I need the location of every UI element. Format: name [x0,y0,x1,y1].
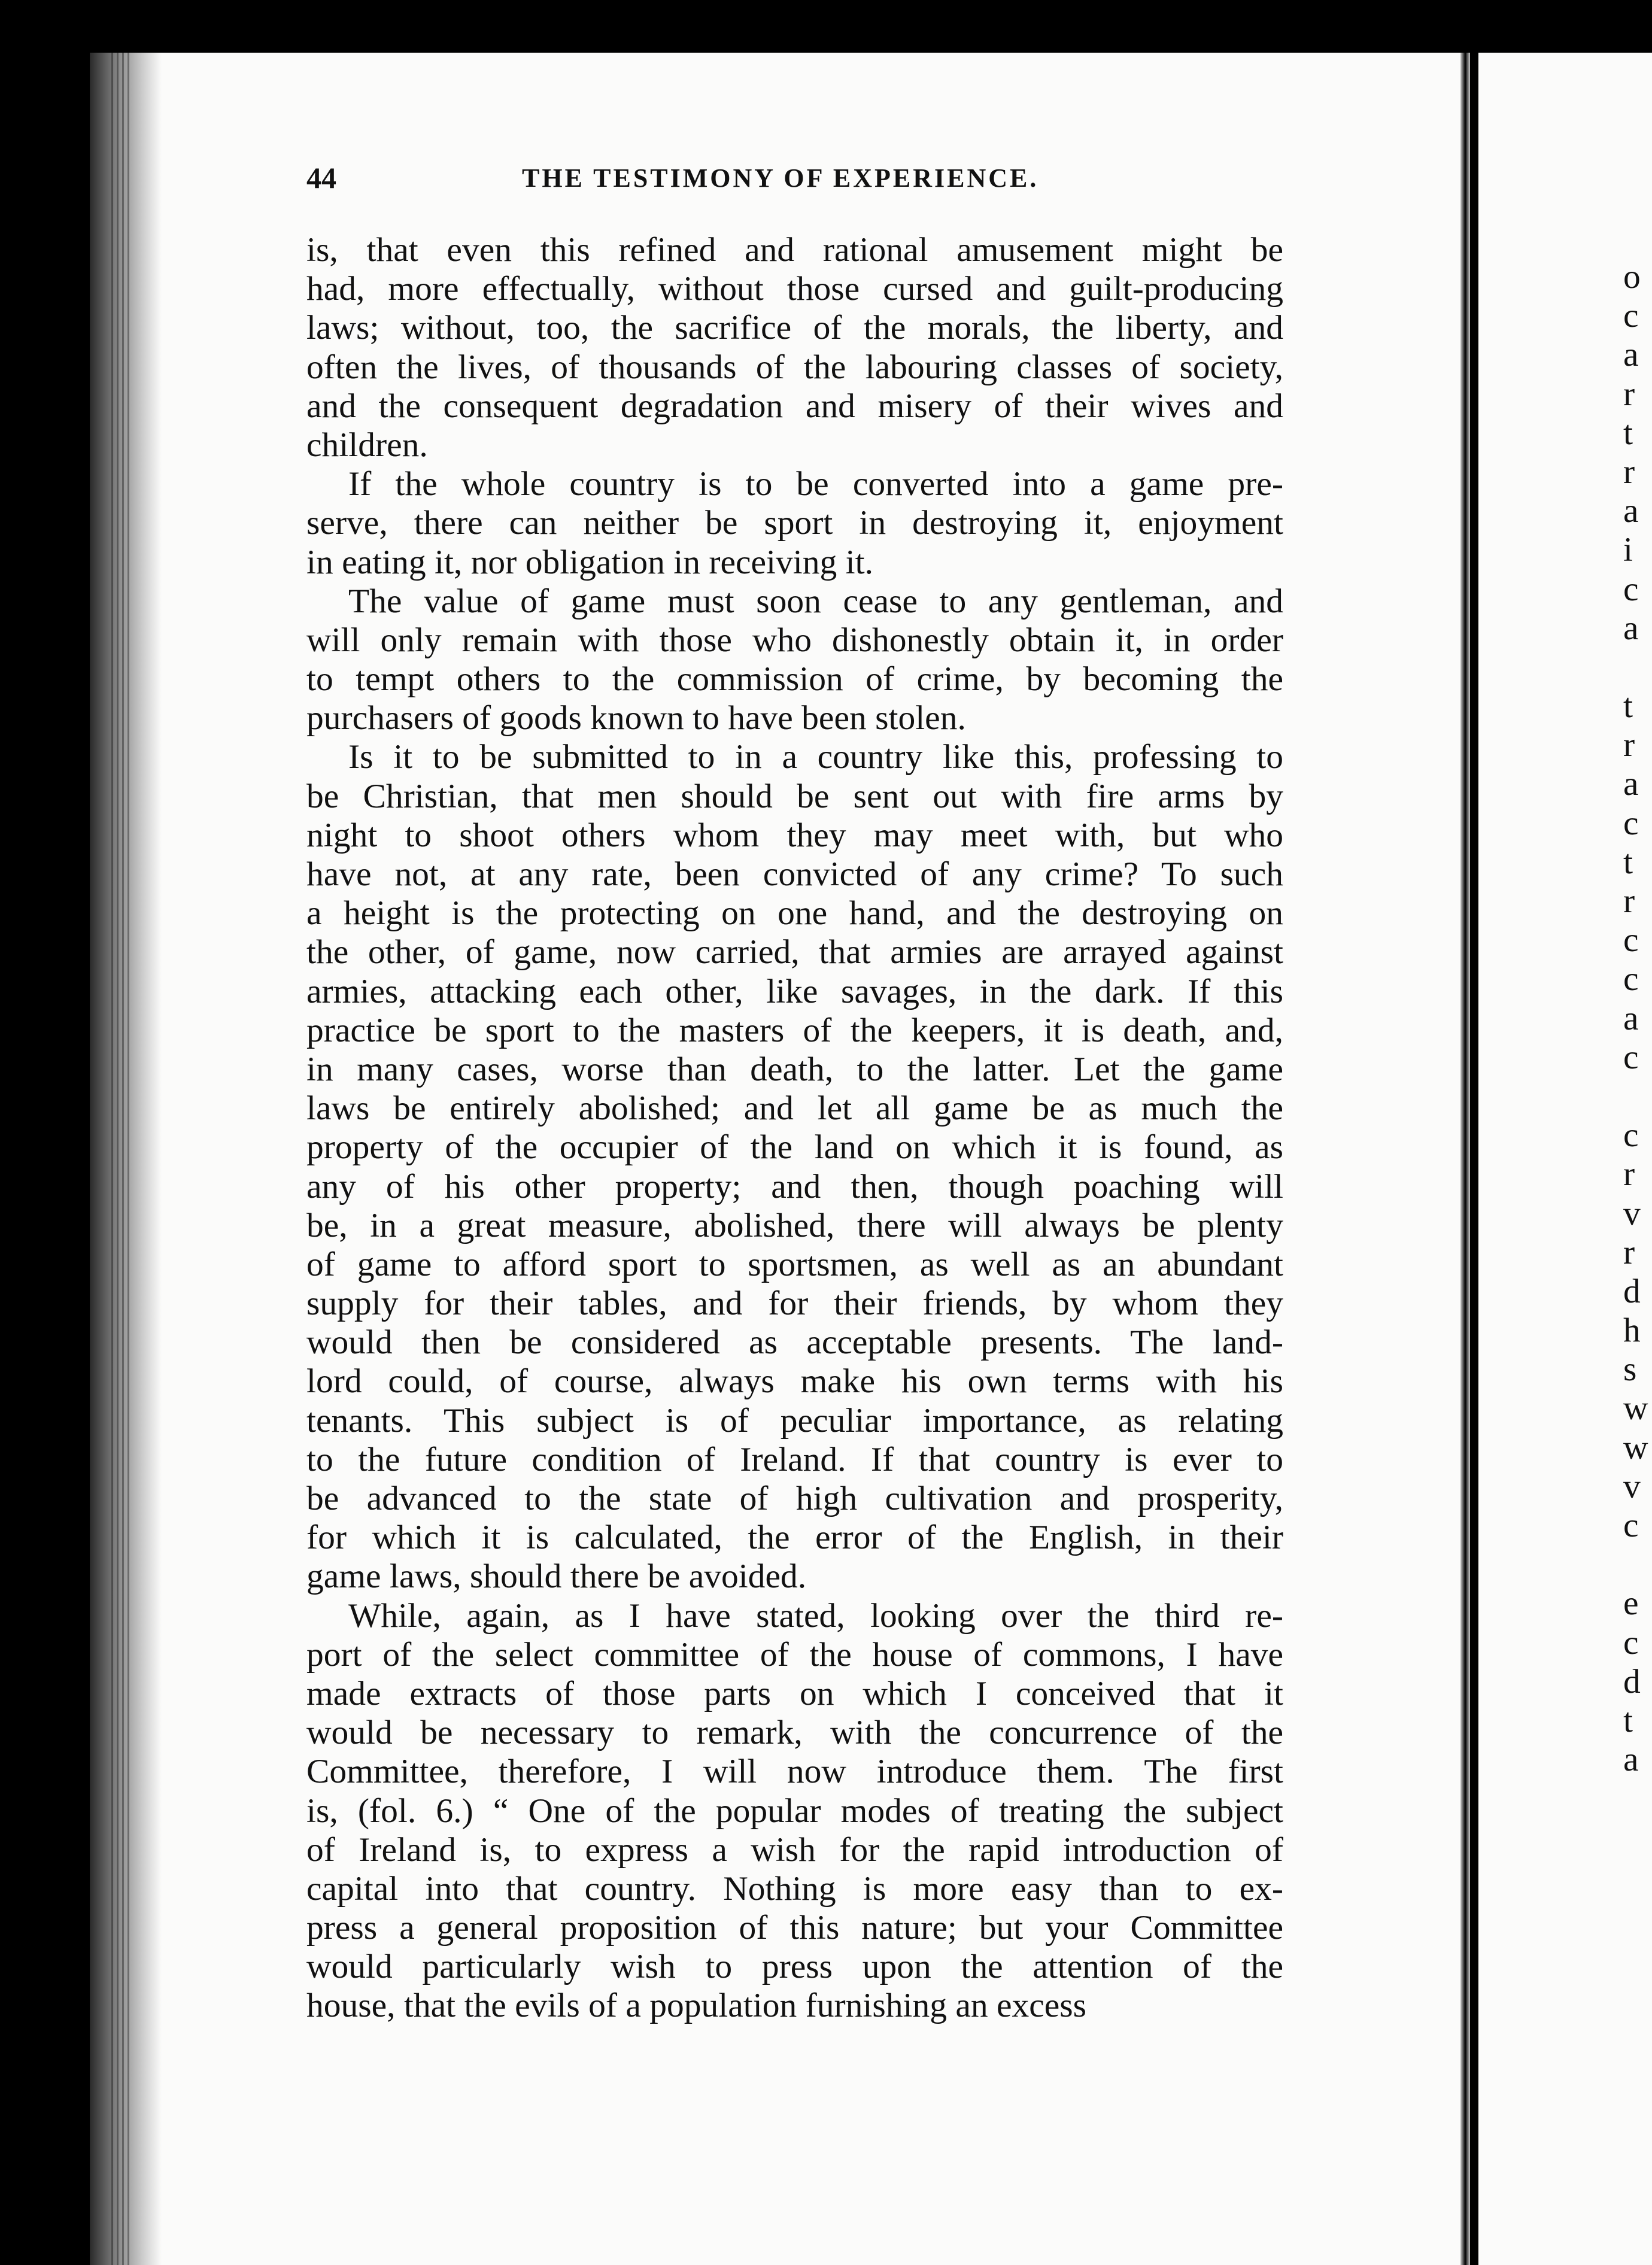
facing-page-letter [1623,648,1652,687]
facing-page-letter: o [1623,258,1641,296]
facing-page-letter: d [1623,1272,1641,1310]
text-line: of game to afford sport to sportsmen, as well as an abundant [306,1245,1283,1283]
facing-page-letter: c [1623,1038,1639,1076]
text-line: While, again, as I have stated, looking over the third re- [348,1596,1283,1635]
text-line: for which it is calculated, the error of the English, in their [306,1519,1283,1557]
running-header [306,160,1282,208]
facing-page-letter: e [1623,1584,1639,1623]
binding-gutter-texture [111,53,133,2265]
text-line: in eating it, nor obligation in receiving it. [306,543,873,581]
text-line: press a general proposition of this nature; but your Committee [306,1909,1283,1947]
text-line: tenants. This subject is of peculiar importance, as relating [306,1401,1283,1440]
text-line: night to shoot others whom they may meet with, but who [306,816,1283,854]
facing-page-letter: c [1623,804,1639,842]
text-line: serve, there can neither be sport in destroying it, enjoyment [306,504,1283,542]
facing-page-letter: v [1623,1194,1641,1232]
text-line: would particularly wish to press upon the attention of the [306,1948,1283,1986]
text-line: armies, attacking each other, like savages, in the dark. If this [306,972,1283,1010]
body-text [306,230,1283,2026]
text-line: have not, at any rate, been convicted of any crime? To such [306,855,1283,893]
text-line: to the future condition of Ireland. If that country is ever to [306,1440,1283,1478]
text-line: laws be entirely abolished; and let all game be as much the [306,1089,1283,1128]
text-line: be, in a great measure, abolished, there will always be plenty [306,1206,1283,1244]
facing-page-letter: t [1623,687,1633,725]
text-line: the other, of game, now carried, that armies are arrayed against [306,933,1283,971]
text-line: in many cases, worse than death, to the latter. Let the game [306,1050,1283,1088]
text-line: If the whole country is to be converted into a game pre- [348,465,1283,503]
facing-page-letter: i [1623,531,1633,569]
facing-page-letter: d [1623,1662,1641,1701]
facing-page-letter: a [1623,336,1639,374]
text-line: and the consequent degradation and misery of their wives and [306,387,1283,425]
text-line: port of the select committee of the house of commons, I have [306,1635,1283,1674]
facing-page-letter: a [1623,609,1639,647]
text-line: a height is the protecting on one hand, and the destroying on [306,894,1283,933]
facing-page-letter: t [1623,1701,1633,1739]
facing-page-letter [1623,1545,1652,1584]
text-line: be Christian, that men should be sent out with fire arms by [306,777,1283,815]
facing-page-letter: v [1623,1467,1641,1505]
text-line: is, (fol. 6.) “ One of the popular modes of treating the subject [306,1792,1283,1830]
facing-page-letter: c [1623,1507,1639,1544]
text-line: is, that even this refined and rational amusement might be [306,231,1283,269]
page-fold-divider [1460,53,1470,2265]
facing-page-letter: r [1623,375,1635,413]
text-line: supply for their tables, and for their friends, by whom they [306,1285,1283,1323]
facing-page-letter: r [1623,453,1635,491]
text-line: would then be considered as acceptable presents. The land- [306,1323,1283,1362]
facing-page-letter: a [1623,492,1639,530]
text-line: house, that the evils of a population furnishing an excess [306,1987,1087,2025]
facing-page-letter: c [1623,297,1639,335]
facing-page-letter: s [1623,1350,1637,1389]
text-line: would be necessary to remark, with the concurrence of the [306,1714,1283,1752]
facing-page-letter [1623,1077,1652,1116]
text-line: practice be sport to the masters of the keepers, it is death, and, [306,1011,1283,1049]
text-line: game laws, should there be avoided. [306,1557,807,1596]
facing-page-letter: r [1623,726,1635,764]
facing-page-letter: c [1623,570,1639,608]
text-line: capital into that country. Nothing is more easy than to ex- [306,1869,1283,1908]
facing-page-letter: r [1623,1155,1635,1194]
page-number: 44 [306,161,336,195]
text-line: had, more effectually, without those cursed and guilt-producing [306,270,1283,308]
facing-page-letter: a [1623,765,1639,803]
facing-page-letter: t [1623,414,1633,452]
text-line: made extracts of those parts on which I conceived that it [306,1674,1283,1713]
text-line: will only remain with those who dishonestly obtain it, in order [306,621,1283,659]
text-line: purchasers of goods known to have been stolen. [306,699,966,737]
text-line: Committee, therefore, I will now introduce them. The first [306,1753,1283,1791]
text-line: children. [306,426,428,464]
facing-page-margin-letters [1623,257,1652,1779]
text-line: laws; without, too, the sacrifice of the morals, the liberty, and [306,309,1283,347]
facing-page-letter: r [1623,882,1635,920]
text-line: any of his other property; and then, though poaching will [306,1167,1283,1206]
facing-page-letter: a [1623,1741,1639,1779]
facing-page-letter: c [1623,921,1639,960]
text-line: be advanced to the state of high cultivation and prosperity, [306,1480,1283,1517]
running-title: THE TESTIMONY OF EXPERIENCE. [522,163,1039,193]
text-line: to tempt others to the commission of crime, by becoming the [306,660,1283,699]
text-line: lord could, of course, always make his own terms with his [306,1362,1283,1401]
text-line: often the lives, of thousands of the labouring classes of society, [306,348,1283,386]
text-line: The value of game must soon cease to any gentleman, and [348,582,1283,620]
facing-page-letter: a [1623,999,1639,1037]
facing-page-letter: c [1623,1623,1639,1662]
facing-page-letter: w [1623,1389,1648,1428]
facing-page-letter: c [1623,960,1639,998]
facing-page-letter: t [1623,843,1633,881]
text-line: property of the occupier of the land on which it is found, as [306,1128,1283,1167]
facing-page-letter: w [1623,1428,1648,1467]
facing-page-letter: r [1623,1233,1635,1271]
text-line: Is it to be submitted to in a country like this, professing to [348,738,1283,776]
facing-page-letter: c [1623,1116,1639,1155]
facing-page-letter: h [1623,1311,1641,1350]
text-line: of Ireland is, to express a wish for the rapid introduction of [306,1830,1283,1869]
